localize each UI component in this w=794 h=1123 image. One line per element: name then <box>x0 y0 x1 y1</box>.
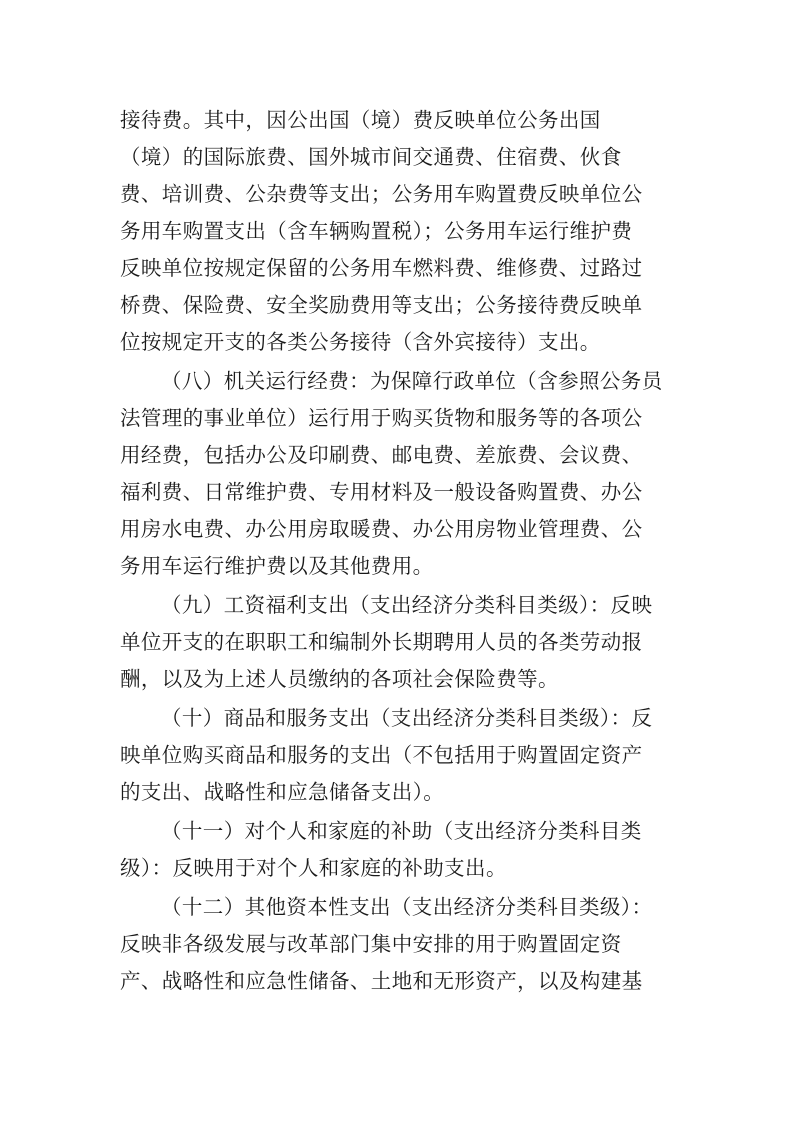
text-line: 反映非各级发展与改革部门集中安排的用于购置固定资 <box>120 932 622 956</box>
text-line: 映单位购买商品和服务的支出（不包括用于购置固定资产 <box>120 743 643 767</box>
text-line: 单位开支的在职职工和编制外长期聘用人员的各类劳动报 <box>120 630 643 654</box>
paragraph-heading-9: （九）工资福利支出（支出经济分类科目类级）：反映 <box>161 593 653 617</box>
paragraph-heading-8: （八）机关运行经费：为保障行政单位（含参照公务员 <box>161 369 663 393</box>
paragraph-heading-11: （十一）对个人和家庭的补助（支出经济分类科目类 <box>161 819 642 843</box>
text-line: 酬，以及为上述人员缴纳的各项社会保险费等。 <box>120 667 559 691</box>
text-line: 用房水电费、办公用房取暖费、办公用房物业管理费、公 <box>120 517 643 541</box>
paragraph-heading-12: （十二）其他资本性支出（支出经济分类科目类级）： <box>161 895 653 919</box>
text-line: 的支出、战略性和应急储备支出）。 <box>120 780 445 804</box>
text-line: 接待费。其中，因公出国（境）费反映单位公务出国 <box>120 108 601 132</box>
text-line: 务用车购置支出（含车辆购置税）；公务用车运行维护费 <box>120 219 633 243</box>
text-line: 法管理的事业单位）运行用于购买货物和服务等的各项公 <box>120 406 643 430</box>
text-line: 级）：反映用于对个人和家庭的补助支出。 <box>120 856 507 880</box>
text-line: 福利费、日常维护费、专用材料及一般设备购置费、办公 <box>120 480 643 504</box>
text-line: 桥费、保险费、安全奖励费用等支出；公务接待费反映单 <box>120 293 643 317</box>
text-line: 反映单位按规定保留的公务用车燃料费、维修费、过路过 <box>120 256 643 280</box>
text-line: （境）的国际旅费、国外城市间交通费、住宿费、伙食 <box>120 145 622 169</box>
text-line: 位按规定开支的各类公务接待（含外宾接待）支出。 <box>120 330 601 354</box>
text-line: 用经费，包括办公及印刷费、邮电费、差旅费、会议费、 <box>120 443 643 467</box>
text-line: 费、培训费、公杂费等支出；公务用车购置费反映单位公 <box>120 182 643 206</box>
text-line: 产、战略性和应急性储备、土地和无形资产，以及构建基 <box>120 969 643 993</box>
paragraph-heading-10: （十）商品和服务支出（支出经济分类科目类级）：反 <box>161 706 653 730</box>
text-line: 务用车运行维护费以及其他费用。 <box>120 554 434 578</box>
